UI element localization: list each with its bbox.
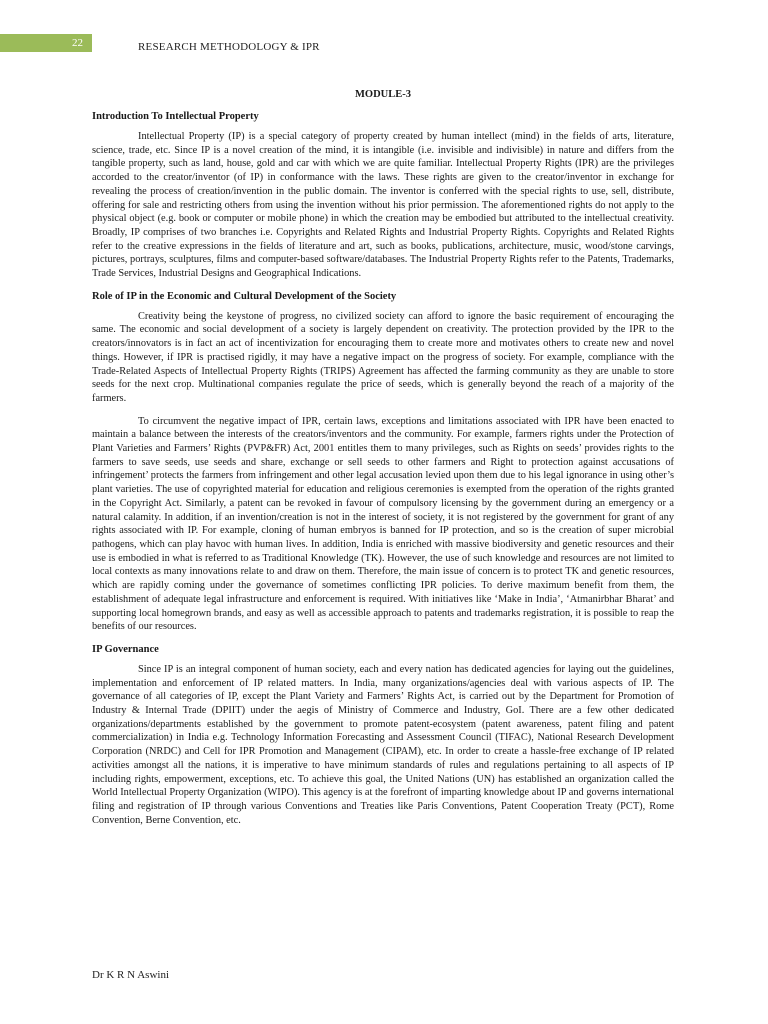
- running-header-title: RESEARCH METHODOLOGY & IPR: [138, 41, 320, 53]
- section-heading-ip-governance: IP Governance: [92, 643, 159, 655]
- paragraph-introduction: Intellectual Property (IP) is a special category of property created by human intellect (mind) in the fields of arts, literature, science, trade, etc. Since IP is a novel creation of the mind, it is intangible (i.e. invisible and indivisible) in nature and differs from the tangible property, such as land, house, gold and car with which we are quite familiar. Intellectual Property Rights (IPR) are the privileges accorded to the creator/inventor (of IP) in conformance with the laws. These rights are given to the creator/inventor in exchange for revealing the process of creation/invention in the public domain. The inventor is conferred with the special rights to use, sell, distribute, offering for sale and restricting others from using the invention without his prior permission. The aforementioned rights do not apply to the physical object (e.g. book or computer or mobile phone) in which the creation may be embodied but attributed to the intellectual creativity. Broadly, IP comprises of two branches i.e. Copyrights and Related Rights and Industrial Property Rights. Copyrights and Related Rights refer to the creative expressions in the fields of literature and art, such as books, publications, architecture, music, wood/stone carvings, pictures, portrays, sculptures, films and computer-based software/databases. The Industrial Property Rights refer to the Patents, Trademarks, Trade Services, Industrial Designs and Geographical Indications.: [92, 131, 674, 280]
- paragraph-role-circumvent: To circumvent the negative impact of IPR, certain laws, exceptions and limitations associated with IPR have been enacted to maintain a balance between the interests of the creators/inventors and the community. For example, farmers rights under the Protection of Plant Varieties and Farmers’ Rights (PVP&FR) Act, 2001 entitles them to many privileges, such as Rights on seeds’ provides rights to the farmers to save seeds, use seeds and share, exchange or sell seeds to other farmers and Right to protection against accusations of infringement’ protects the farmers from infringement and other legal accusation levied upon them due to his legal ignorance in using other’s plant varieties. The use of copyrighted material for education and religious ceremonies is exempted from the operation of the rights granted in the Copyright Act. Similarly, a patent can be revoked in favour of compulsory licensing by the government during an emergency or a natural calamity. In addition, if an invention/creation is not in the interest of society, it is not registered by the government for grant of any rights associated with IP. For example, cloning of human embryos is banned for IP protection, and so is the creation of super microbial pathogens, which can play havoc with human lives. In addition, India is enriched with massive biodiversity and genetic resources and their use is embodied in what is referred to as Traditional Knowledge (TK). However, the use of such knowledge and resources are not limited to local contexts as many innovations relate to and draw on them. Therefore, the main issue of concern is to protect TK and genetic resources, which are rapidly coming under the governance of sometimes conflicting IPR policies. To derive maximum benefit from them, the establishment of adequate legal infrastructure and enforcement is required. With initiatives like ‘Make in India’, ‘Atmanirbhar Bharat’ and supporting local homegrown brands, and easy as well as accessible approach to patents and trademarks registration, it is possible to reap the benefits of our resources.: [92, 415, 674, 633]
- page-number-tab: 22: [0, 34, 92, 52]
- module-title: MODULE-3: [355, 89, 411, 100]
- paragraph-role-creativity: Creativity being the keystone of progress, no civilized society can afford to ignore the basic requirement of encouraging the same. The economic and social development of a society is largely dependent on creativity. The protection provided by the IPR to the creators/innovators is in fact an act of incentivization for encouraging them to create more and motivates others to create new and novel things. However, if IPR is practised rigidly, it may have a negative impact on the progress of society. For example, compliance with the Trade-Related Aspects of Intellectual Property Rights (TRIPS) Agreement has affected the farming community as they are unable to store seeds for the next crop. Multinational companies regulate the price of seeds, which is generally beyond the reach of a majority of the farmers.: [92, 310, 674, 404]
- page-content: [92, 88, 674, 836]
- footer-author: Dr K R N Aswini: [92, 969, 170, 981]
- paragraph-ip-governance: Since IP is an integral component of human society, each and every nation has dedicated agencies for laying out the guidelines, implementation and enforcement of IP related matters. In India, many organizations/agencies deal with various aspects of IP. The governance of all categories of IP, except the Plant Variety and Farmers’ Rights Act, is carried out by the Department for Promotion of Industry & Internal Trade (DPIIT) under the aegis of Ministry of Commerce and Industry, GoI. There are a few other dedicated organizations/departments established by the government to promote patent-ecosystem (patent awareness, patent filing and patent commercialization) in India e.g. Technology Information Forecasting and Assessment Council (TIFAC), National Research Development Corporation (NRDC) and Cell for IPR Promotion and Management (CIPAM), etc. In order to create a hassle-free exchange of IP related activities amongst all the nations, it is imperative to have minimum standards of rules and regulations pertaining to all aspects of IP including rights, empowerment, exceptions, etc. To achieve this goal, the United Nations (UN) has established an organization called the World Intellectual Property Organization (WIPO). This agency is at the forefront of imparting knowledge about IP and governs international filing and registration of IP through various Conventions and Treaties like Paris Conventions, Patent Cooperation Treaty (PCT), Rome Convention, Berne Convention, etc.: [92, 663, 674, 826]
- section-heading-introduction: Introduction To Intellectual Property: [92, 111, 259, 122]
- section-heading-role-of-ip: Role of IP in the Economic and Cultural Development of the Society: [92, 290, 397, 302]
